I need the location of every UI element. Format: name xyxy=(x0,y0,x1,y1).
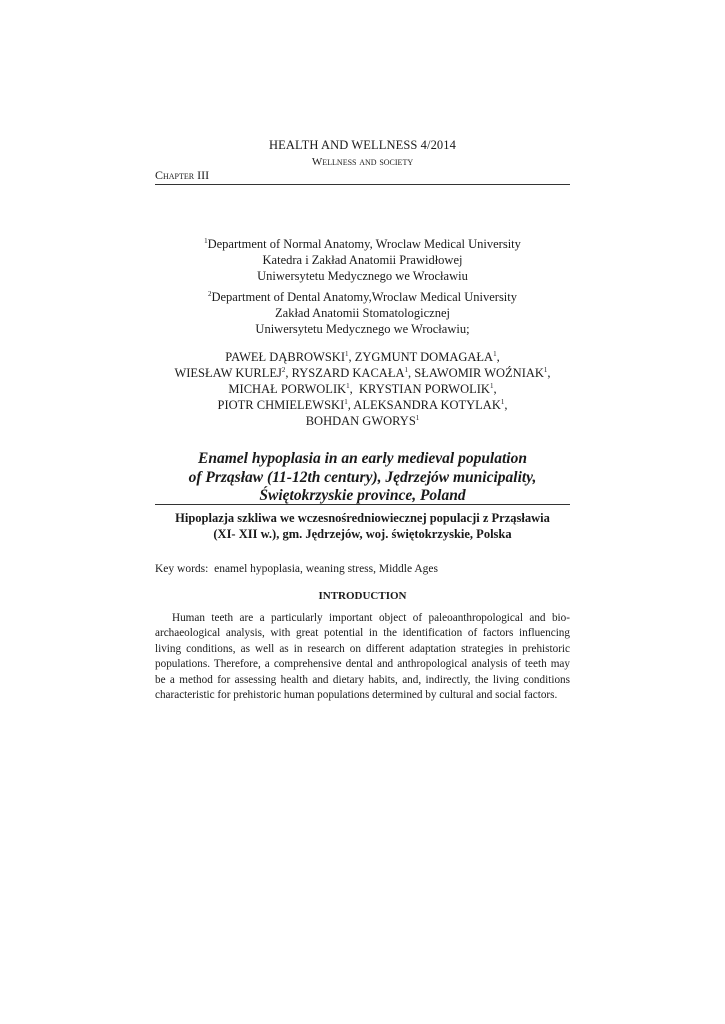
author-name: PIOTR CHMIELEWSKI xyxy=(217,398,345,412)
affiliation-line: Katedra i Zakład Anatomii Prawidłowej xyxy=(262,253,463,267)
article-title-english xyxy=(155,450,570,506)
author-line: MICHAŁ PORWOLIK$^1$, KRYSTIAN PORWOLIK$^1$, xyxy=(228,382,497,396)
affiliation-1 xyxy=(155,236,570,284)
affiliation-line: $^2$Department of Dental Anatomy,Wroclaw Medical University xyxy=(207,290,518,304)
affiliation-line: $^1$Department of Normal Anatomy, Wroclaw Medical University xyxy=(204,237,521,251)
title-line: Świętokrzyskie province, Poland xyxy=(259,487,466,504)
section-title: Wellness and society xyxy=(311,156,414,168)
title-line: (XI- XII w.), gm. Jędrzejów, woj. świętokrzyskie, Polska xyxy=(213,527,512,541)
running-header xyxy=(155,138,570,168)
title-line: Hipoplazja szkliwa we wczesnośredniowiecznej populacji z Prząsławia xyxy=(175,511,550,525)
affiliation-line: Uniwersytetu Medycznego we Wrocławiu xyxy=(257,269,468,283)
author-line: PIOTR CHMIELEWSKI$^1$, ALEKSANDRA KOTYLAK$^1$, xyxy=(217,398,508,412)
section-heading-introduction: INTRODUCTION xyxy=(318,590,407,602)
author-name: MICHAŁ PORWOLIK xyxy=(228,382,347,396)
affiliation-line: Uniwersytetu Medycznego we Wrocławiu; xyxy=(255,322,470,336)
author-name: ZYGMUNT DOMAGAŁA xyxy=(354,350,494,364)
author-name: RYSZARD KACAŁA xyxy=(291,366,405,380)
keywords: Key words: enamel hypoplasia, weaning stress, Middle Ages xyxy=(155,563,438,575)
author-name: SŁAWOMIR WOŹNIAK xyxy=(414,366,544,380)
author-name: WIESŁAW KURLEJ xyxy=(174,366,282,380)
author-line: BOHDAN GWORYS$^1$ xyxy=(305,414,420,428)
affiliation-2 xyxy=(155,289,570,337)
article-title-polish xyxy=(155,510,570,542)
author-name: KRYSTIAN PORWOLIK xyxy=(359,382,490,396)
journal-title: HEALTH AND WELLNESS 4/2014 xyxy=(269,138,456,152)
title-line: Enamel hypoplasia in an early medieval population xyxy=(198,450,527,467)
introduction-paragraph: Human teeth are a particularly important object of paleoanthropological and bioarchaeological analysis, with great potential in the identification of factors influencing living conditions, as well as in research on different adaptation strategies in prehistoric populations. Therefore, a comprehensive dental and anthropological analysis of teeth may be a method for assessing health and dietary habits, and, indirectly, the living conditions characteristic for prehistoric human populations determined by cultural and social factors. xyxy=(155,612,570,702)
author-name: BOHDAN GWORYS xyxy=(305,414,416,428)
affiliation-line: Zakład Anatomii Stomatologicznej xyxy=(275,306,450,320)
affiliation-marker: 2 xyxy=(207,290,212,298)
header-divider xyxy=(155,184,570,185)
author-line: PAWEŁ DĄBROWSKI$^1$, ZYGMUNT DOMAGAŁA$^1$, xyxy=(225,350,500,364)
author-name: PAWEŁ DĄBROWSKI xyxy=(225,350,346,364)
author-line: WIESŁAW KURLEJ$^2$, RYSZARD KACAŁA$^1$, SŁAWOMIR WOŹNIAK$^1$, xyxy=(174,366,551,380)
author-name: ALEKSANDRA KOTYLAK xyxy=(353,398,501,412)
affiliation-marker: 1 xyxy=(204,237,208,245)
chapter-label: Chapter III xyxy=(155,168,210,182)
author-list xyxy=(150,349,575,429)
title-line: of Prząsław (11-12th century), Jędrzejów municipality, xyxy=(188,468,537,486)
title-divider xyxy=(155,504,570,505)
